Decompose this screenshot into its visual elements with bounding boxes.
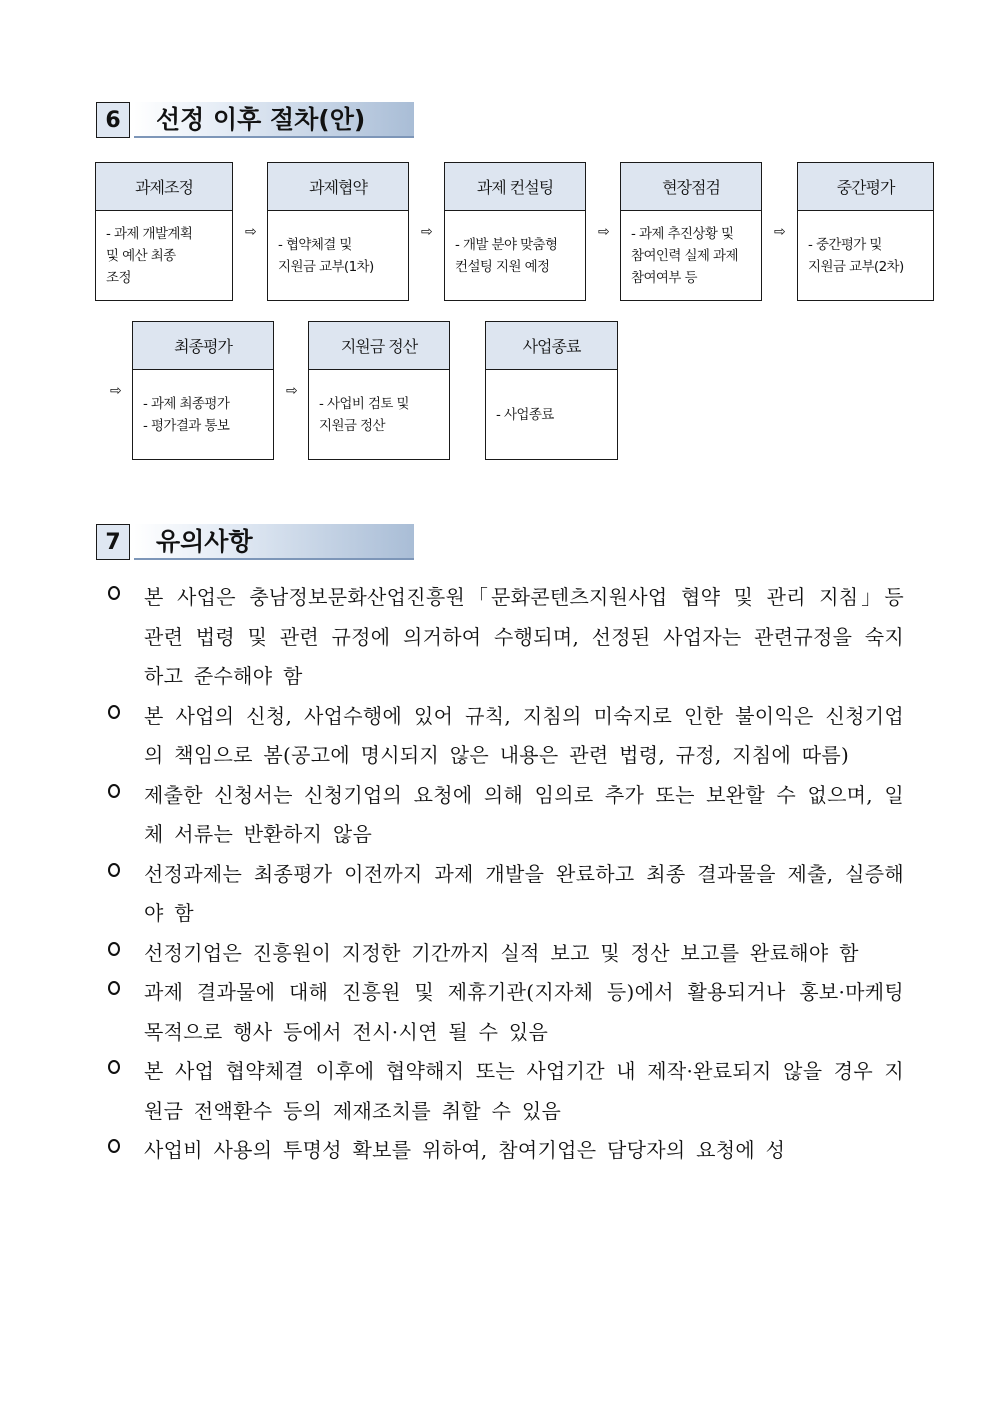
circle-bullet-icon <box>108 784 120 798</box>
circle-bullet-icon <box>108 863 120 877</box>
step-description: - 개발 분야 맞춤형 컨설팅 지원 예정 <box>455 236 558 275</box>
step-title: 사업종료 <box>486 322 617 370</box>
arrow-right-icon: ⇨ <box>110 383 122 399</box>
circle-bullet-icon <box>108 1060 120 1074</box>
step-title: 과제협약 <box>268 163 408 211</box>
process-step-task-adjustment <box>95 162 233 301</box>
process-step-final-evaluation <box>132 321 274 460</box>
arrow-right-icon: ⇨ <box>286 383 298 399</box>
list-item: 선정과제는 최종평가 이전까지 과제 개발을 완료하고 최종 결과물을 제출, 실증해야 함 <box>104 855 904 934</box>
notes-list <box>104 578 904 1171</box>
section-title: 유의사항 <box>156 527 253 556</box>
list-item: 사업비 사용의 투명성 확보를 위하여, 참여기업은 담당자의 요청에 성 <box>104 1131 904 1171</box>
section-title: 선정 이후 절차(안) <box>156 105 366 134</box>
arrow-right-icon: ⇨ <box>598 224 610 240</box>
step-title: 과제조정 <box>96 163 232 211</box>
circle-bullet-icon <box>108 942 120 956</box>
step-title: 최종평가 <box>133 322 273 370</box>
step-title: 지원금 정산 <box>309 322 449 370</box>
process-step-agreement <box>267 162 409 301</box>
section-number: 6 <box>96 102 130 138</box>
process-step-project-end <box>485 321 618 460</box>
arrow-right-icon: ⇨ <box>774 224 786 240</box>
section-7-header <box>96 524 414 562</box>
step-title: 과제 컨설팅 <box>445 163 585 211</box>
circle-bullet-icon <box>108 1139 120 1153</box>
list-item: 선정기업은 진흥원이 지정한 기간까지 실적 보고 및 정산 보고를 완료해야 함 <box>104 934 904 974</box>
list-item: 본 사업은 충남정보문화산업진흥원「문화콘텐츠지원사업 협약 및 관리 지침」등 관련 법령 및 관련 규정에 의거하여 수행되며, 선정된 사업자는 관련규정을 숙지하고 준수해야 함 <box>104 578 904 697</box>
arrow-right-icon: ⇨ <box>245 224 257 240</box>
list-item: 과제 결과물에 대해 진흥원 및 제휴기관(지자체 등)에서 활용되거나 홍보·마케팅 목적으로 행사 등에서 전시·시연 될 수 있음 <box>104 973 904 1052</box>
list-item: 본 사업의 신청, 사업수행에 있어 규칙, 지침의 미숙지로 인한 불이익은 신청기업의 책임으로 봄(공고에 명시되지 않은 내용은 관련 법령, 규정, 지침에 따름) <box>104 697 904 776</box>
process-step-settlement <box>308 321 450 460</box>
process-step-interim-evaluation <box>797 162 934 301</box>
list-item: 본 사업 협약체결 이후에 협약해지 또는 사업기간 내 제작·완료되지 않을 경우 지원금 전액환수 등의 제재조치를 취할 수 있음 <box>104 1052 904 1131</box>
step-description: - 협약체결 및 지원금 교부(1차) <box>278 236 374 275</box>
section-number: 7 <box>96 524 130 560</box>
process-step-site-inspection <box>620 162 762 301</box>
circle-bullet-icon <box>108 705 120 719</box>
step-description: - 과제 개발계획 및 예산 최종 조정 <box>106 225 193 286</box>
step-description: - 과제 최종평가 - 평가결과 통보 <box>143 395 230 434</box>
step-title: 중간평가 <box>798 163 933 211</box>
step-description: - 사업비 검토 및 지원금 정산 <box>319 395 409 434</box>
list-item: 제출한 신청서는 신청기업의 요청에 의해 임의로 추가 또는 보완할 수 없으며, 일체 서류는 반환하지 않음 <box>104 776 904 855</box>
section-6-header <box>96 102 414 140</box>
process-step-consulting <box>444 162 586 301</box>
circle-bullet-icon <box>108 981 120 995</box>
step-description: - 중간평가 및 지원금 교부(2차) <box>808 236 904 275</box>
step-description: - 사업종료 <box>496 406 554 423</box>
step-description: - 과제 추진상황 및 참여인력 실제 과제 참여여부 등 <box>631 225 738 286</box>
step-title: 현장점검 <box>621 163 761 211</box>
arrow-right-icon: ⇨ <box>421 224 433 240</box>
circle-bullet-icon <box>108 586 120 600</box>
